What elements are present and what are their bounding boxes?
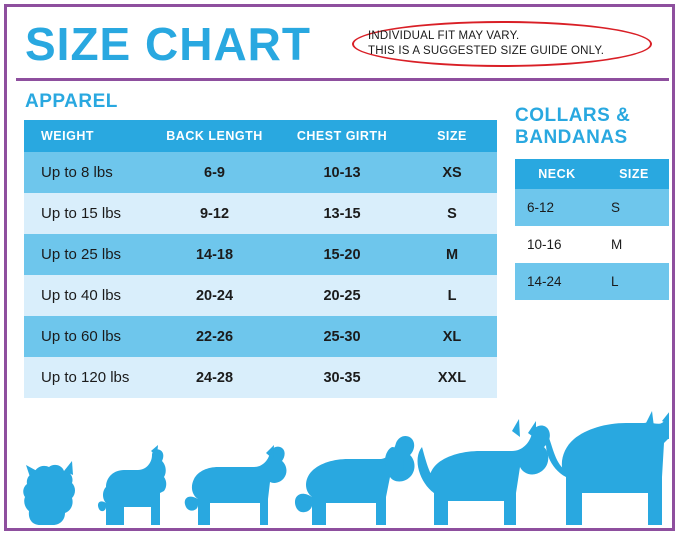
cell-size: S	[407, 193, 497, 234]
cell-chest-girth: 13-15	[277, 193, 407, 234]
column-header-back-length: BACK LENGTH	[152, 120, 277, 152]
table-row	[515, 226, 669, 263]
cell-weight: Up to 120 lbs	[24, 357, 152, 398]
cell-size: M	[407, 234, 497, 275]
collars-label-line-2: BANDANAS	[515, 127, 628, 148]
column-header-size: SIZE	[599, 159, 669, 189]
cell-chest-girth: 30-35	[277, 357, 407, 398]
cell-chest-girth: 15-20	[277, 234, 407, 275]
dog-silhouettes	[16, 407, 669, 527]
cell-neck: 10-16	[515, 226, 599, 263]
column-header-neck: NECK	[515, 159, 599, 189]
table-row	[24, 234, 497, 275]
cell-size: L	[599, 263, 669, 300]
cell-back-length: 14-18	[152, 234, 277, 275]
column-header-chest-girth: CHEST GIRTH	[277, 120, 407, 152]
disclaimer-line-1: INDIVIDUAL FIT MAY VARY.	[368, 30, 520, 42]
disclaimer-callout	[352, 21, 652, 67]
cell-weight: Up to 8 lbs	[24, 152, 152, 193]
cell-size: S	[599, 189, 669, 226]
cell-neck: 6-12	[515, 189, 599, 226]
cell-chest-girth: 10-13	[277, 152, 407, 193]
table-row	[24, 316, 497, 357]
cell-chest-girth: 25-30	[277, 316, 407, 357]
chart-frame	[4, 4, 675, 531]
cell-size: L	[407, 275, 497, 316]
table-row	[515, 189, 669, 226]
collars-size-table	[515, 159, 669, 300]
cell-chest-girth: 20-25	[277, 275, 407, 316]
dog-silhouette-s	[98, 445, 166, 525]
cell-size: M	[599, 226, 669, 263]
disclaimer-line-2: THIS IS A SUGGESTED SIZE GUIDE ONLY.	[368, 45, 605, 57]
column-header-weight: WEIGHT	[24, 120, 152, 152]
dog-silhouette-xs	[23, 461, 75, 525]
cell-back-length: 9-12	[152, 193, 277, 234]
cell-size: XL	[407, 316, 497, 357]
table-header-row	[515, 159, 669, 189]
table-row	[24, 193, 497, 234]
cell-weight: Up to 15 lbs	[24, 193, 152, 234]
apparel-section-label: APPAREL	[25, 91, 118, 112]
cell-back-length: 6-9	[152, 152, 277, 193]
cell-weight: Up to 40 lbs	[24, 275, 152, 316]
table-row	[24, 275, 497, 316]
collars-section-label	[515, 105, 675, 149]
collars-label-line-1: COLLARS &	[515, 105, 631, 126]
cell-back-length: 20-24	[152, 275, 277, 316]
column-header-size: SIZE	[407, 120, 497, 152]
dog-silhouette-xl	[418, 419, 550, 525]
cell-weight: Up to 25 lbs	[24, 234, 152, 275]
table-row	[24, 357, 497, 398]
cell-neck: 14-24	[515, 263, 599, 300]
dog-silhouette-l	[295, 436, 415, 525]
header-divider	[16, 78, 669, 81]
cell-size: XS	[407, 152, 497, 193]
cell-back-length: 22-26	[152, 316, 277, 357]
cell-back-length: 24-28	[152, 357, 277, 398]
table-header-row	[24, 120, 497, 152]
dog-silhouette-xxl	[546, 411, 669, 525]
apparel-size-table	[24, 120, 497, 398]
cell-weight: Up to 60 lbs	[24, 316, 152, 357]
table-row	[24, 152, 497, 193]
table-row	[515, 263, 669, 300]
dog-silhouette-m	[185, 445, 287, 525]
cell-size: XXL	[407, 357, 497, 398]
page-title: SIZE CHART	[25, 18, 311, 70]
